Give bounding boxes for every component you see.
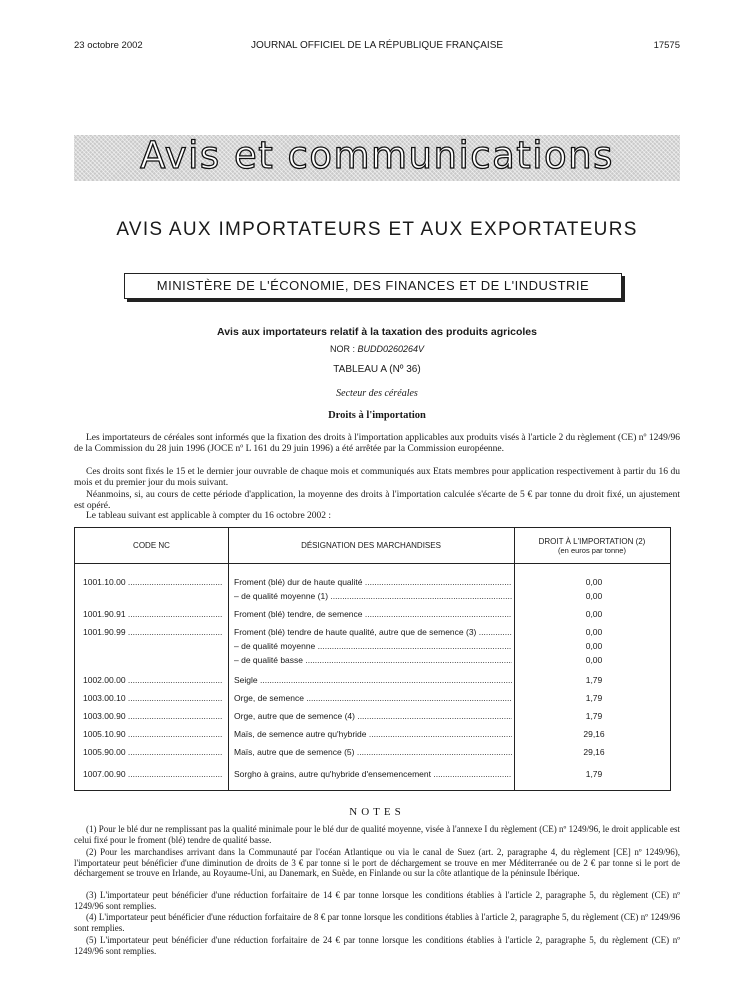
nor-value: BUDD0260264V <box>357 344 425 354</box>
row-value: 0,00 <box>585 577 603 587</box>
ministry-name: MINISTÈRE DE L'ÉCONOMIE, DES FINANCES ET DE L'INDUSTRIE <box>156 278 590 293</box>
page-header <box>74 40 680 54</box>
row-designation: Sorgho à grains, autre qu'hybride d'ensemencement ..... <box>234 768 512 780</box>
row-value: 29,16 <box>583 729 605 739</box>
paragraph-1: Les importateurs de céréales sont informés que la fixation des droits à l'importation applicables aux produits visés à l'article 2 du règlement (CE) nº 1249/96 de la Commission du 28 juin 1996 (JOCE nº L 161 du 29 juin 1996) a été arrêtée par la Commission européenne. <box>74 433 680 455</box>
header-droit <box>514 528 670 563</box>
page-number: 17575 <box>653 40 680 51</box>
row-designation: Froment (blé) dur de haute qualité ..... <box>234 576 512 588</box>
section-banner <box>74 135 680 181</box>
note-5: (5) L'importateur peut bénéficier d'une réduction forfaitaire de 24 € par tonne lorsque les conditions établies à l'article 2, paragraphe 5, du règlement (CE) nº 1249/96 sont remplies. <box>74 935 680 956</box>
section-title: AVIS AUX IMPORTATEURS ET AUX EXPORTATEURS <box>116 219 638 240</box>
note-2: (2) Pour les marchandises arrivant dans la Communauté par l'océan Atlantique ou via le canal de Suez (art. 2, paragraphe 4, du règlement [CE] nº 1249/96), l'importateur peut bénéficier d'une diminution de droits de 3 € par tonne si le port de déchargement se trouve en mer Méditerranée ou de 2 € par tonne si le port de déchargement se trouve en Irlande, au Royaume-Uni, au Danemark, en Suède, en Finlande ou sur la côte atlantique de la péninsule Ibérique. <box>74 847 680 879</box>
row-code: 1001.90.91 ..... <box>83 608 223 620</box>
row-code: 1001.10.00 ..... <box>83 576 223 588</box>
row-value: 0,00 <box>585 655 603 665</box>
table-row <box>75 746 670 758</box>
row-value: 29,16 <box>583 747 605 757</box>
row-value: 1,79 <box>585 693 603 703</box>
table-row <box>75 710 670 722</box>
row-designation: – de qualité basse ..... <box>234 654 512 666</box>
row-code: 1003.00.90 ..... <box>83 710 223 722</box>
header-designation: DÉSIGNATION DES MARCHANDISES <box>301 541 441 550</box>
row-designation: – de qualité moyenne ..... <box>234 640 512 652</box>
row-designation: Seigle ..... <box>234 674 512 686</box>
table-row <box>75 692 670 704</box>
paragraph-2: Ces droits sont fixés le 15 et le dernier jour ouvrable de chaque mois et communiqués aux Etats membres pour application respectivement à partir du 16 du mois et du premier jour du mois suivant. <box>74 467 680 489</box>
table-row <box>75 590 670 602</box>
ministry-box <box>124 273 622 299</box>
row-code: 1005.10.90 ..... <box>83 728 223 740</box>
row-value: 1,79 <box>585 675 603 685</box>
table-row <box>75 626 670 638</box>
table-row <box>75 640 670 652</box>
journal-title: JOURNAL OFFICIEL DE LA RÉPUBLIQUE FRANÇAISE <box>250 40 504 51</box>
row-code: 1007.00.90 ..... <box>83 768 223 780</box>
sector-label: Secteur des céréales <box>336 388 418 399</box>
row-designation: Froment (blé) tendre, de semence ..... <box>234 608 512 620</box>
table-row <box>75 654 670 666</box>
header-code: CODE NC <box>133 541 170 550</box>
row-code: 1002.00.00 ..... <box>83 674 223 686</box>
table-row <box>75 608 670 620</box>
row-designation: Maïs, de semence autre qu'hybride ..... <box>234 728 512 740</box>
row-code: 1005.90.00 ..... <box>83 746 223 758</box>
table-header-divider <box>75 563 670 564</box>
paragraph-3: Néanmoins, si, au cours de cette période d'application, la moyenne des droits à l'importation calculée s'écarte de 5 € par tonne du droit fixé, un ajustement est opéré. <box>74 490 680 512</box>
header-droit-label: DROIT À L'IMPORTATION (2) <box>538 536 646 546</box>
row-designation: Maïs, autre que de semence (5) ..... <box>234 746 512 758</box>
subtitle: Droits à l'importation <box>328 410 426 421</box>
row-designation: Orge, autre que de semence (4) ..... <box>234 710 512 722</box>
notice-title: Avis aux importateurs relatif à la taxation des produits agricoles <box>217 326 537 338</box>
row-value: 1,79 <box>585 769 603 779</box>
row-designation: Orge, de semence ..... <box>234 692 512 704</box>
nor-label: NOR : <box>329 344 355 354</box>
duties-table <box>74 527 671 791</box>
row-value: 1,79 <box>585 711 603 721</box>
notes-title: NOTES <box>349 806 405 818</box>
row-code: 1003.00.10 ..... <box>83 692 223 704</box>
table-row <box>75 576 670 588</box>
paragraph-4: Le tableau suivant est applicable à compter du 16 octobre 2002 : <box>86 511 332 521</box>
table-row <box>75 728 670 740</box>
table-row <box>75 674 670 686</box>
header-date: 23 octobre 2002 <box>74 40 143 51</box>
row-value: 0,00 <box>585 609 603 619</box>
nor-reference <box>74 344 680 354</box>
row-value: 0,00 <box>585 591 603 601</box>
note-3: (3) L'importateur peut bénéficier d'une réduction forfaitaire de 14 € par tonne lorsque les conditions établies à l'article 2, paragraphe 5, du règlement (CE) nº 1249/96 sont remplies. <box>74 890 680 911</box>
note-4: (4) L'importateur peut bénéficier d'une réduction forfaitaire de 8 € par tonne lorsque les conditions établies à l'article 2, paragraphe 5, du règlement (CE) nº 1249/96 sont remplies. <box>74 912 680 933</box>
table-row <box>75 768 670 780</box>
note-1: (1) Pour le blé dur ne remplissant pas la qualité minimale pour le blé dur de qualité moyenne, visée à l'annexe I du règlement (CE) nº 1249/96, le droit applicable est celui fixé pour le froment (blé) tendre de qualité basse. <box>74 824 680 845</box>
header-droit-unit: (en euros par tonne) <box>558 545 626 555</box>
row-designation: Froment (blé) tendre de haute qualité, autre que de semence (3) ..... <box>234 626 512 638</box>
row-code: 1001.90.99 ..... <box>83 626 223 638</box>
row-value: 0,00 <box>585 627 603 637</box>
banner-title: Avis et communications <box>140 134 614 177</box>
row-value: 0,00 <box>585 641 603 651</box>
row-designation: – de qualité moyenne (1) ..... <box>234 590 512 602</box>
tableau-number: TABLEAU A (Nº 36) <box>333 364 421 375</box>
